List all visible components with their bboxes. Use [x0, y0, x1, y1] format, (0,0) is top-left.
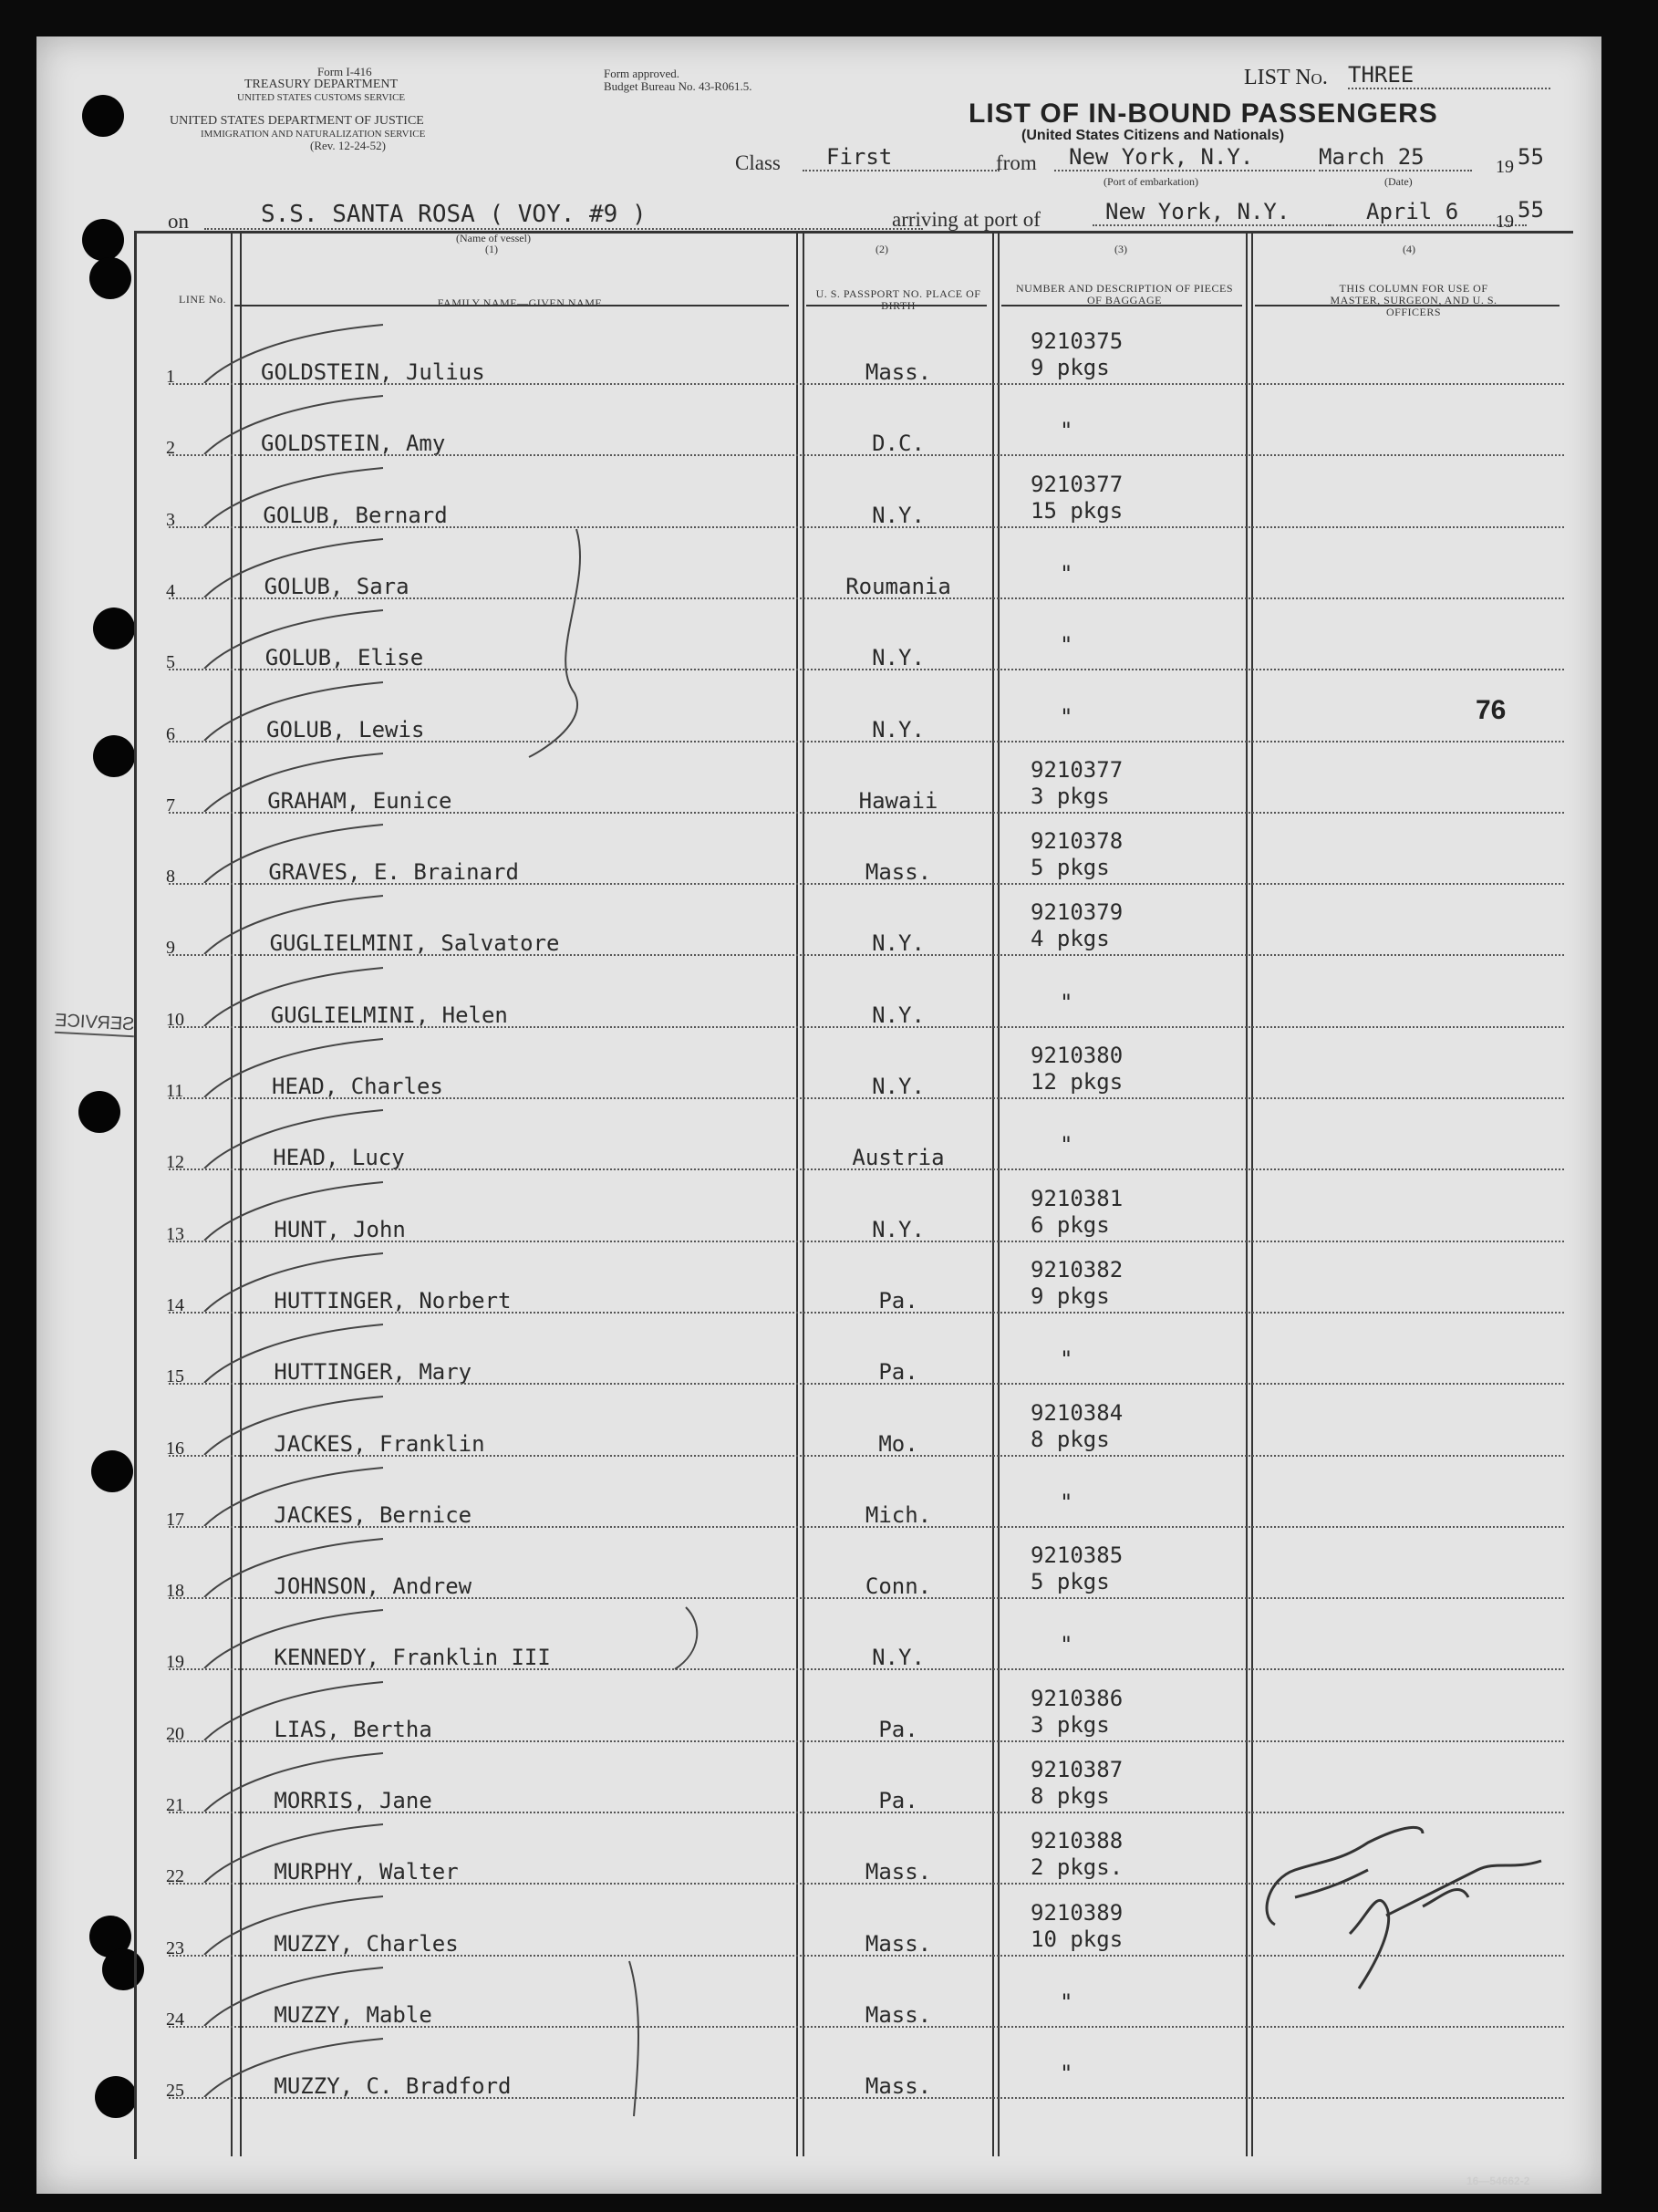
column-4-ref: (4) [1403, 243, 1415, 255]
place-of-birth: N.Y. [872, 1074, 925, 1099]
passenger-name: MUZZY, C. Bradford [274, 2073, 512, 2100]
place-of-birth: Pa. [878, 1716, 918, 1742]
baggage-number: " [1060, 418, 1073, 444]
customs-service: UNITED STATES CUSTOMS SERVICE [237, 92, 406, 103]
row-rule [169, 669, 1564, 670]
passenger-name: GUGLIELMINI, Helen [270, 1002, 508, 1028]
baggage-pieces: 4 pkgs [1031, 926, 1110, 952]
line-number: 15 [166, 1366, 184, 1387]
line-number: 2 [166, 438, 175, 459]
baggage-pieces: 9 pkgs [1031, 355, 1110, 380]
passenger-name: HEAD, Charles [272, 1074, 443, 1099]
passenger-name: HUNT, John [274, 1216, 406, 1242]
embarkation-date: March 25 [1319, 144, 1472, 171]
table-row [0, 530, 1658, 601]
line-number: 1 [166, 367, 175, 387]
baggage-number: 9210386 [1031, 1685, 1124, 1711]
table-row [0, 1459, 1658, 1530]
row-rule [169, 741, 1564, 743]
col-header-baggage: NUMBER AND DESCRIPTION OF PIECES OF BAGGAGE [1015, 282, 1234, 306]
line-number: 8 [166, 867, 175, 888]
table-row [0, 1173, 1658, 1244]
place-of-birth: Pa. [878, 1788, 918, 1813]
baggage-cell [1060, 1132, 1073, 1158]
place-of-birth: Mass. [865, 1930, 932, 1957]
budget-bureau: Budget Bureau No. 43-R061.5. [604, 79, 752, 93]
row-rule [169, 1668, 1564, 1670]
baggage-pieces: 2 pkgs. [1031, 1854, 1124, 1881]
baggage-cell [1060, 1346, 1073, 1373]
baggage-number: 9210384 [1031, 1399, 1124, 1426]
vessel-name: S.S. SANTA ROSA ( VOY. #9 ) [204, 201, 923, 230]
place-of-birth: Pa. [878, 1359, 918, 1386]
date-caption: (Date) [1384, 175, 1413, 188]
row-rule [169, 1526, 1564, 1528]
baggage-number: " [1060, 2061, 1073, 2087]
on-label: on [168, 210, 189, 233]
row-rule [169, 454, 1564, 456]
row-rule [169, 526, 1564, 528]
table-row [0, 387, 1658, 458]
passenger-name: JACKES, Franklin [274, 1430, 485, 1457]
col-header-passport: U. S. PASSPORT NO. PLACE OF BIRTH [815, 287, 981, 312]
row-rule [169, 1883, 1564, 1885]
line-number: 13 [166, 1223, 184, 1244]
ins-service: IMMIGRATION AND NATURALIZATION SERVICE [201, 129, 426, 140]
place-of-birth: Mass. [865, 1859, 932, 1885]
baggage-cell [1060, 418, 1073, 444]
baggage-cell [1060, 1632, 1073, 1658]
baggage-number: " [1060, 560, 1073, 587]
baggage-number: " [1060, 1989, 1073, 2015]
table-row [0, 601, 1658, 672]
passenger-name: GRAVES, E. Brainard [268, 859, 519, 886]
row-rule [169, 1455, 1564, 1457]
baggage-number: 9210388 [1031, 1828, 1124, 1854]
baggage-number: " [1060, 703, 1073, 730]
baggage-pieces: 3 pkgs [1031, 1711, 1110, 1738]
place-of-birth: Austria [852, 1145, 945, 1171]
passenger-name: GOLDSTEIN, Amy [261, 431, 446, 457]
column-3-ref: (3) [1114, 243, 1127, 255]
baggage-pieces: 3 pkgs [1031, 783, 1110, 809]
table-row [0, 1530, 1658, 1601]
line-number: 20 [166, 1723, 184, 1744]
baggage-pieces: 8 pkgs [1031, 1426, 1110, 1452]
arrival-date: April 6 [1330, 199, 1527, 226]
table-row [0, 744, 1658, 815]
table-row [0, 459, 1658, 530]
passenger-name: GOLUB, Bernard [263, 502, 448, 528]
baggage-number: " [1060, 1632, 1073, 1658]
table-row [0, 1673, 1658, 1744]
baggage-number: " [1060, 1489, 1073, 1515]
baggage-cell [1060, 1989, 1073, 2016]
place-of-birth: N.Y. [872, 645, 925, 671]
baggage-cell [1031, 328, 1123, 381]
place-of-birth: N.Y. [872, 502, 925, 528]
list-number: THREE [1348, 62, 1550, 89]
row-rule [169, 954, 1564, 956]
line-number: 18 [166, 1581, 184, 1602]
row-rule [169, 597, 1564, 599]
line-number: 10 [166, 1009, 184, 1030]
column-1-ref: (1) [485, 243, 498, 255]
treasury-dept: TREASURY DEPARTMENT [244, 78, 399, 91]
place-of-birth: Mich. [865, 1501, 932, 1528]
baggage-number: 9210377 [1031, 471, 1124, 497]
table-row [0, 1030, 1658, 1101]
table-row [0, 1244, 1658, 1315]
footer-code: 16—54662-2 [1466, 2175, 1530, 2187]
baggage-number: 9210377 [1031, 756, 1124, 783]
passenger-name: GOLUB, Sara [264, 573, 409, 599]
baggage-cell [1060, 561, 1073, 587]
place-of-birth: N.Y. [872, 1645, 925, 1671]
form-subtitle: (United States Citizens and Nationals) [1021, 128, 1285, 143]
passenger-name: MURPHY, Walter [274, 1859, 459, 1885]
line-number: 11 [166, 1081, 184, 1101]
row-rule [169, 383, 1564, 385]
baggage-pieces: 9 pkgs [1031, 1283, 1110, 1309]
passenger-name: KENNEDY, Franklin III [274, 1645, 551, 1671]
arriving-label: arriving at port of [892, 208, 1041, 231]
side-stamp: SERVICE [54, 1011, 135, 1038]
line-number: 4 [166, 580, 175, 601]
baggage-number: " [1060, 1346, 1073, 1373]
class-label: Class [735, 151, 781, 174]
passenger-name: GOLUB, Elise [264, 645, 424, 671]
place-of-birth: Roumania [845, 573, 951, 599]
place-of-birth: D.C. [872, 431, 925, 457]
from-label: from [996, 151, 1037, 174]
baggage-cell [1031, 828, 1123, 881]
place-of-birth: Conn. [865, 1573, 932, 1600]
row-rule [169, 1026, 1564, 1028]
passenger-name: JOHNSON, Andrew [274, 1573, 472, 1600]
baggage-cell [1031, 1686, 1123, 1739]
table-row [0, 673, 1658, 744]
place-of-birth: Pa. [878, 1287, 918, 1314]
embarkation-caption: (Port of embarkation) [1104, 175, 1198, 188]
line-number: 16 [166, 1438, 184, 1459]
baggage-cell [1031, 1186, 1123, 1239]
line-number: 17 [166, 1509, 184, 1530]
row-rule [169, 1097, 1564, 1099]
line-number: 6 [166, 723, 175, 744]
baggage-pieces: 8 pkgs [1031, 1783, 1110, 1809]
punch-hole [82, 95, 124, 137]
baggage-number: 9210385 [1031, 1542, 1124, 1569]
baggage-pieces: 15 pkgs [1031, 497, 1124, 524]
margin-note: 76 [1476, 695, 1507, 725]
line-number: 3 [166, 509, 175, 530]
place-of-birth: Mass. [865, 2073, 932, 2100]
baggage-cell [1031, 1828, 1123, 1881]
table-row [0, 1101, 1658, 1172]
row-rule [169, 1168, 1564, 1170]
baggage-cell [1031, 472, 1123, 524]
place-of-birth: Mass. [865, 359, 932, 385]
baggage-number: " [1060, 632, 1073, 659]
place-of-birth: Hawaii [858, 787, 938, 814]
baggage-number: 9210382 [1031, 1256, 1124, 1283]
line-number: 23 [166, 1937, 184, 1958]
place-of-birth: N.Y. [872, 930, 925, 957]
place-of-birth: Mass. [865, 2001, 932, 2028]
baggage-cell [1031, 899, 1123, 952]
table-row [0, 959, 1658, 1030]
baggage-pieces: 10 pkgs [1031, 1926, 1124, 1952]
table-row [0, 1744, 1658, 1815]
passenger-name: JACKES, Bernice [274, 1501, 472, 1528]
column-2-ref: (2) [876, 243, 888, 255]
table-row [0, 1601, 1658, 1672]
line-number: 5 [166, 652, 175, 673]
baggage-number: 9210379 [1031, 899, 1124, 926]
row-rule [169, 1812, 1564, 1813]
passenger-name: GOLDSTEIN, Julius [261, 359, 485, 385]
baggage-cell [1060, 632, 1073, 659]
passenger-name: HUTTINGER, Norbert [274, 1287, 512, 1314]
table-row [0, 2030, 1658, 2101]
baggage-cell [1060, 1490, 1073, 1516]
passenger-name: HUTTINGER, Mary [274, 1359, 472, 1386]
row-rule [169, 2026, 1564, 2028]
place-of-birth: Mass. [865, 859, 932, 886]
line-number: 9 [166, 938, 175, 959]
col-header-line-no: LINE No. [179, 293, 226, 306]
baggage-cell [1031, 1542, 1123, 1595]
line-number: 12 [166, 1152, 184, 1173]
baggage-pieces: 12 pkgs [1031, 1069, 1124, 1095]
arrival-year-prefix: 19 [1496, 212, 1514, 232]
baggage-cell [1031, 1400, 1123, 1453]
place-of-birth: Mo. [878, 1430, 918, 1457]
table-row [0, 815, 1658, 887]
baggage-pieces: 6 pkgs [1031, 1211, 1110, 1238]
table-row [0, 316, 1658, 387]
line-number: 21 [166, 1795, 184, 1815]
baggage-number: 9210389 [1031, 1899, 1124, 1926]
line-number: 14 [166, 1294, 184, 1315]
row-rule [169, 883, 1564, 885]
row-rule [169, 1383, 1564, 1385]
arrival-port: New York, N.Y. [1093, 199, 1330, 226]
place-of-birth: N.Y. [872, 1002, 925, 1028]
baggage-cell [1031, 757, 1123, 810]
passenger-name: LIAS, Bertha [274, 1716, 432, 1742]
baggage-number: 9210375 [1031, 328, 1124, 354]
arrival-year: 55 [1518, 197, 1544, 223]
line-number: 22 [166, 1866, 184, 1887]
class-value: First [803, 144, 1000, 171]
baggage-pieces: 5 pkgs [1031, 1569, 1110, 1595]
line-number: 7 [166, 794, 175, 815]
list-label: LIST No. [1244, 66, 1328, 89]
table-row [0, 1387, 1658, 1459]
revision: (Rev. 12-24-52) [310, 139, 386, 152]
passenger-name: GOLUB, Lewis [266, 716, 425, 743]
baggage-pieces: 5 pkgs [1031, 855, 1110, 881]
col-header-officers: THIS COLUMN FOR USE OF MASTER, SURGEON, AND U. S. OFFICERS [1330, 282, 1497, 318]
table-row [0, 887, 1658, 958]
table-row [0, 1815, 1658, 1886]
line-number: 19 [166, 1652, 184, 1673]
passenger-name: MORRIS, Jane [274, 1788, 432, 1813]
row-rule [169, 1955, 1564, 1957]
baggage-number: " [1060, 989, 1073, 1015]
table-row [0, 1315, 1658, 1386]
line-number: 25 [166, 2081, 184, 2102]
baggage-cell [1060, 704, 1073, 731]
table-row [0, 1887, 1658, 1958]
place-of-birth: N.Y. [872, 1216, 925, 1242]
baggage-cell [1031, 1257, 1123, 1310]
punch-hole [89, 257, 131, 299]
table-row [0, 1958, 1658, 2030]
row-rule [169, 1241, 1564, 1242]
place-of-birth: N.Y. [872, 716, 925, 743]
punch-hole [82, 219, 124, 261]
baggage-number: 9210381 [1031, 1185, 1124, 1211]
baggage-number: 9210387 [1031, 1757, 1124, 1782]
baggage-cell [1060, 990, 1073, 1016]
baggage-cell [1031, 1043, 1123, 1096]
year-value: 55 [1518, 144, 1544, 170]
row-rule [169, 2097, 1564, 2099]
row-rule [169, 812, 1564, 814]
col-header-name: FAMILY NAME—GIVEN NAME [437, 296, 603, 309]
baggage-number: 9210380 [1031, 1043, 1124, 1068]
form-title: LIST OF IN-BOUND PASSENGERS [969, 99, 1438, 129]
embarkation-port: New York, N.Y. [1054, 144, 1315, 171]
baggage-number: " [1060, 1132, 1073, 1158]
justice-dept: UNITED STATES DEPARTMENT OF JUSTICE [170, 114, 424, 128]
baggage-cell [1031, 1900, 1123, 1953]
line-number: 24 [166, 2009, 184, 2030]
passenger-name: MUZZY, Mable [274, 2001, 432, 2028]
passenger-name: HEAD, Lucy [273, 1145, 405, 1171]
row-rule [169, 1740, 1564, 1742]
row-rule [169, 1597, 1564, 1599]
form-number: Form I-416 [317, 65, 372, 78]
vessel-caption: (Name of vessel) [456, 232, 531, 244]
passenger-name: MUZZY, Charles [274, 1930, 459, 1957]
baggage-number: 9210378 [1031, 828, 1124, 855]
baggage-cell [1060, 2061, 1073, 2087]
passenger-name: GUGLIELMINI, Salvatore [269, 930, 560, 957]
baggage-cell [1031, 1757, 1123, 1810]
year-prefix: 19 [1496, 157, 1514, 177]
row-rule [169, 1312, 1564, 1314]
passenger-name: GRAHAM, Eunice [267, 787, 452, 814]
form-approved: Form approved. [604, 67, 680, 80]
